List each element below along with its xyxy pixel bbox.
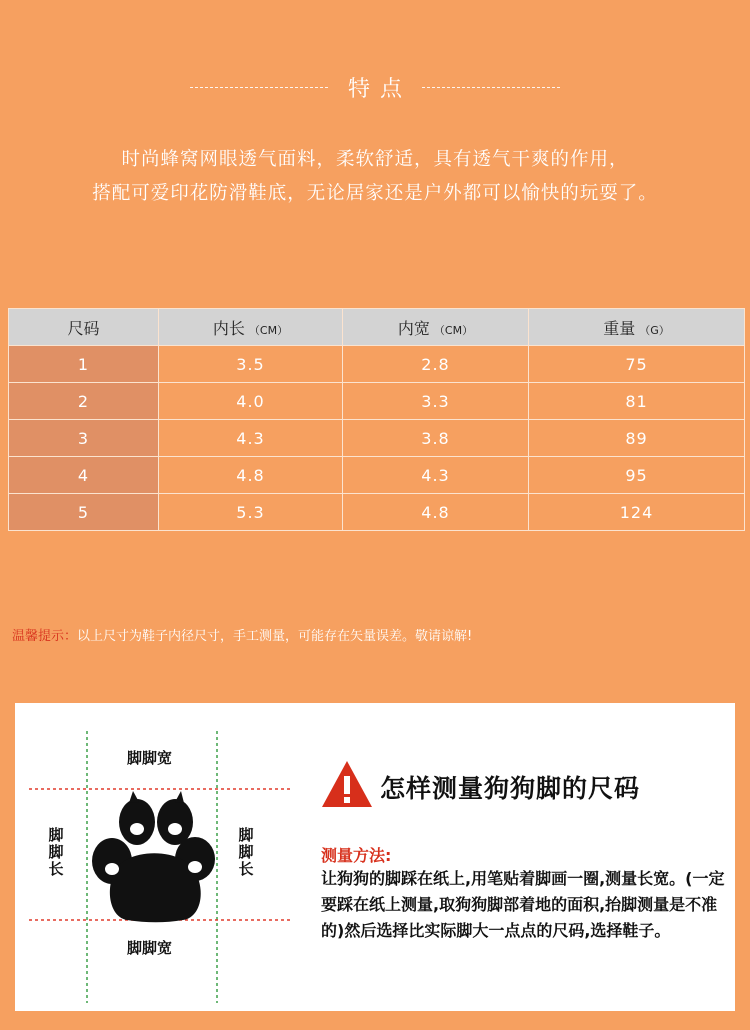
paw-length-label-left: 脚脚长 [48, 826, 64, 878]
cell-length: 4.8 [159, 457, 343, 494]
title-divider-right [422, 87, 560, 88]
cell-size: 3 [9, 420, 159, 457]
section-title: 特点 [347, 77, 412, 102]
header-weight: 重量 （G） [529, 309, 745, 346]
size-table [8, 308, 745, 531]
feature-description [0, 143, 750, 211]
measure-heading: 怎样测量狗狗脚的尺码 [380, 774, 641, 803]
method-label: 测量方法: [321, 846, 392, 865]
cell-weight: 89 [529, 420, 745, 457]
cell-length: 3.5 [159, 346, 343, 383]
header-size: 尺码 [9, 309, 159, 346]
measure-guide-panel [15, 703, 735, 1011]
cell-width: 3.3 [343, 383, 529, 420]
paw-width-label-bottom: 脚脚宽 [127, 939, 173, 957]
cell-weight: 95 [529, 457, 745, 494]
paw-length-label-right: 脚脚长 [238, 826, 254, 878]
cell-size: 1 [9, 346, 159, 383]
table-row [9, 494, 745, 531]
cell-width: 4.8 [343, 494, 529, 531]
warning-icon [320, 759, 374, 809]
cell-length: 4.0 [159, 383, 343, 420]
cell-width: 2.8 [343, 346, 529, 383]
cell-weight: 81 [529, 383, 745, 420]
table-row [9, 420, 745, 457]
cell-weight: 124 [529, 494, 745, 531]
section-title-row [0, 72, 750, 103]
cell-length: 5.3 [159, 494, 343, 531]
cell-size: 5 [9, 494, 159, 531]
paw-print-icon [92, 791, 215, 922]
cell-width: 4.3 [343, 457, 529, 494]
description-line: 时尚蜂窝网眼透气面料，柔软舒适，具有透气干爽的作用， [121, 149, 629, 170]
title-divider-left [190, 87, 328, 88]
table-header-row [9, 309, 745, 346]
method-text: 让狗狗的脚踩在纸上,用笔贴着脚画一圈,测量长宽。(一定要踩在纸上测量,取狗狗脚部着地的面积,抬脚测量是不准的)然后选择比实际脚大一点点的尺码,选择鞋子。 [321, 869, 725, 940]
table-row [9, 457, 745, 494]
cell-size: 4 [9, 457, 159, 494]
header-inner-length: 内长 （CM） [159, 309, 343, 346]
header-inner-width: 内宽 （CM） [343, 309, 529, 346]
description-line: 搭配可爱印花防滑鞋底，无论居家还是户外都可以愉快的玩耍了。 [92, 183, 658, 204]
warm-tip [12, 625, 472, 644]
table-row [9, 346, 745, 383]
cell-width: 3.8 [343, 420, 529, 457]
cell-length: 4.3 [159, 420, 343, 457]
table-row [9, 383, 745, 420]
tip-text: 以上尺寸为鞋子内径尺寸，手工测量，可能存在矢量误差。敬请谅解! [77, 629, 473, 644]
paw-width-label-top: 脚脚宽 [127, 749, 173, 767]
cell-weight: 75 [529, 346, 745, 383]
cell-size: 2 [9, 383, 159, 420]
tip-label: 温馨提示： [12, 629, 78, 644]
